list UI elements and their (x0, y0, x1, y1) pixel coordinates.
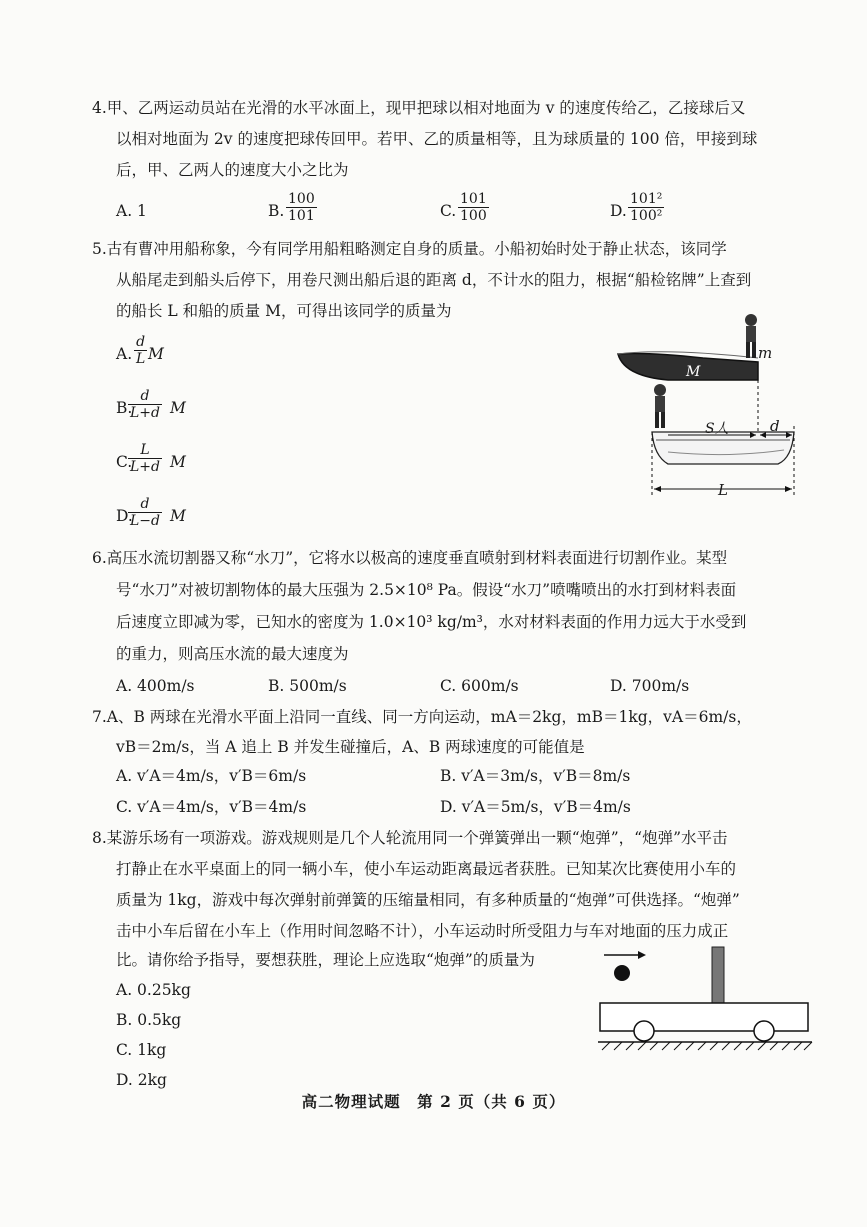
person-bottom-icon (654, 384, 666, 428)
q4-option-c-label: C. (440, 202, 457, 220)
q8-option-c: C. 1kg (116, 1041, 167, 1059)
q5-option-a-fraction: $\frac{d}{L}$ (136, 334, 146, 367)
q4-line-2: 以相对地面为 2v 的速度把球传回甲。若甲、乙的质量相等，且为球质量的 100 倍，甲接到球 (116, 130, 758, 148)
q8-line-2: 打静止在水平桌面上的同一辆小车，使小车运动距离最远者获胜。已知某次比赛使用小车的 (116, 860, 737, 878)
q4-option-d-label: D. (610, 202, 627, 220)
q5-option-d-mass: M (170, 507, 186, 525)
q5-option-c-label: C. (116, 453, 133, 471)
q8-line-5: 比。请你给予指导，要想获胜，理论上应选取“炮弹”的质量为 (116, 951, 535, 969)
q5-option-a-mass: M (148, 345, 164, 363)
q5-line-3: 的船长 L 和船的质量 M，可得出该同学的质量为 (116, 302, 452, 320)
q7-option-b: B. v′A＝3m/s，v′B＝8m/s (440, 767, 631, 785)
q5-line-1: 5.古有曹冲用船称象，今有同学用船粗略测定自身的质量。小船初始时处于静止状态，该同学 (92, 240, 727, 258)
q4-option-d-fraction: $\frac{\text{101²}}{\text{100²}}$ (630, 191, 663, 224)
q4-line-1: 4.甲、乙两运动员站在光滑的水平冰面上，现甲把球以相对地面为 v 的速度传给乙，乙接球后又 (92, 99, 746, 117)
q6-line-1: 6.高压水流切割器又称“水刀”，它将水以极高的速度垂直喷射到材料表面进行切割作业。某型 (92, 549, 728, 567)
q8-option-a: A. 0.25kg (116, 981, 191, 999)
q5-option-a-label: A. (116, 345, 133, 363)
q8-line-1: 8.某游乐场有一项游戏。游戏规则是几个人轮流用同一个弹簧弹出一颗“炮弹”，“炮弹”水平击 (92, 829, 728, 847)
q7-option-a: A. v′A＝4m/s，v′B＝6m/s (116, 767, 307, 785)
q7-line-2: vB＝2m/s，当 A 追上 B 并发生碰撞后，A、B 两球速度的可能值是 (116, 738, 585, 756)
q5-option-d-label: D. (116, 507, 133, 525)
cart-figure (594, 945, 816, 1055)
q8-line-4: 击中小车后留在小车上（作用时间忽略不计），小车运动时所受阻力与车对地面的压力成正 (116, 922, 729, 940)
q6-option-b: B. 500m/s (268, 677, 347, 695)
q6-option-a: A. 400m/s (116, 677, 195, 695)
q8-option-b: B. 0.5kg (116, 1011, 182, 1029)
q4-option-b-fraction: $\frac{100}{101}$ (288, 191, 315, 224)
q6-option-d: D. 700m/s (610, 677, 690, 695)
q5-option-b-mass: M (170, 399, 186, 417)
q5-option-c-fraction: $\frac{L}{L+d}$ (130, 442, 160, 475)
q5-option-b-label: B. (116, 399, 133, 417)
q5-option-b-fraction: $\frac{d}{L+d}$ (130, 388, 160, 421)
q6-option-c: C. 600m/s (440, 677, 519, 695)
figure-label-M: M (686, 364, 701, 380)
q4-option-c-fraction: $\frac{101}{100}$ (460, 191, 487, 224)
figure-label-s: S人 (705, 421, 729, 437)
q8-option-d: D. 2kg (116, 1071, 167, 1089)
boat-figure (608, 306, 808, 500)
q7-option-c: C. v′A＝4m/s，v′B＝4m/s (116, 798, 307, 816)
q6-line-3: 后速度立即减为零，已知水的密度为 1.0×10³ kg/m³，水对材料表面的作用力远大于水受到 (116, 613, 747, 631)
q4-option-b-label: B. (268, 202, 285, 220)
wheel-icon (754, 1021, 774, 1041)
q6-line-4: 的重力，则高压水流的最大速度为 (116, 645, 349, 663)
q5-option-c-mass: M (170, 453, 186, 471)
figure-label-L: L (718, 481, 728, 499)
person-top-icon (745, 314, 757, 358)
q4-line-3: 后，甲、乙两人的速度大小之比为 (116, 161, 349, 179)
wheel-icon (634, 1021, 654, 1041)
figure-label-d: d (770, 417, 780, 435)
q5-line-2: 从船尾走到船头后停下，用卷尺测出船后退的距离 d，不计水的阻力，根据“船检铭牌”上查到 (116, 271, 752, 289)
q4-option-a: A. 1 (116, 202, 147, 220)
page-footer: 高二物理试题 第 2 页（共 6 页） (301, 1092, 566, 1111)
q8-line-3: 质量为 1kg，游戏中每次弹射前弹簧的压缩量相同，有多种质量的“炮弹”可供选择。“炮弹” (116, 891, 740, 909)
q7-line-1: 7.A、B 两球在光滑水平面上沿同一直线、同一方向运动，mA＝2kg，mB＝1kg，vA＝6m/s， (92, 708, 752, 726)
q6-line-2: 号“水刀”对被切割物体的最大压强为 2.5×10⁸ Pa。假设“水刀”喷嘴喷出的水打到材料表面 (116, 581, 737, 599)
figure-label-m: m (758, 344, 773, 362)
q5-option-d-fraction: $\frac{d}{L-d}$ (130, 496, 160, 529)
cannonball-icon (614, 965, 630, 981)
q7-option-d: D. v′A＝5m/s，v′B＝4m/s (440, 798, 631, 816)
